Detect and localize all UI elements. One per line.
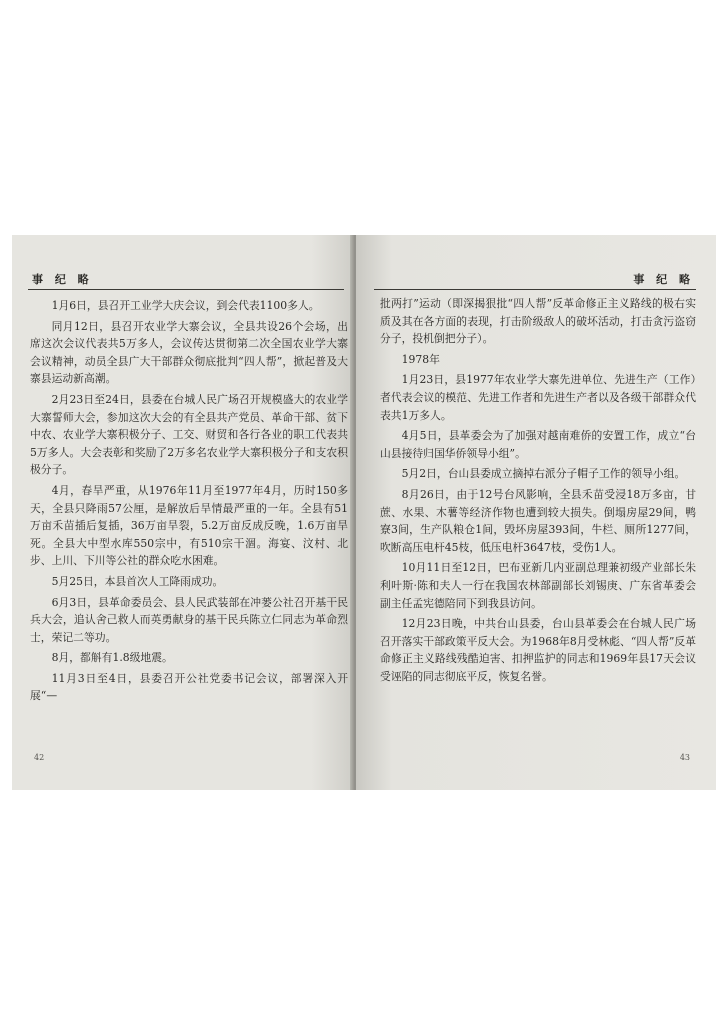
paragraph: 1月6日，县召开工业学大庆会议，到会代表1100多人。 — [51, 299, 320, 312]
year-heading: 1978年 — [401, 352, 440, 366]
paragraph: 4月5日，县革委会为了加强对越南难侨的安置工作，成立“台山县接待归国华侨领导小组”。 — [380, 429, 696, 460]
left-page-header: 事 纪 略 — [32, 273, 93, 286]
right-page-header: 事 纪 略 — [633, 273, 694, 286]
paragraph: 12月23日晚，中共台山县委，台山县革委会在台城人民广场召开落实干部政策平反大会。为1968年8月受林彪、“四人帮”反革命修正主义路线残酷迫害、扣押监护的同志和1969年县17天会议受诬陷的同志彻底平反，恢复名誉。 — [380, 617, 696, 683]
right-page — [356, 235, 716, 790]
paragraph: 11月3日至4日，县委召开公社党委书记会议，部署深入开展“— — [30, 671, 348, 703]
right-page-number: 43 — [679, 753, 690, 762]
left-header-rule — [28, 289, 344, 290]
paragraph: 同月12日，县召开农业学大寨会议，全县共设26个会场，出席这次会议代表共5万多人，会议传达贯彻第二次全国农业学大寨会议精神，动员全县广大干部群众彻底批判“四人帮”，掀起普及大寨县运动新高潮。 — [30, 319, 348, 386]
paragraph: 4月，春旱严重，从1976年11月至1977年4月，历时150多天，全县只降雨57公厘，是解放后旱情最严重的一年。全县有51万亩禾苗插后复插，36万亩旱裂，5.2万亩反成反晚，1.6万亩旱死。全县大中型水库550宗中，有510宗干涸。海宴、汶村、北步、上川、下川等公社的群众吃水困难。 — [30, 483, 348, 568]
paragraph: 10月11日至12日，巴布亚新几内亚副总理兼初级产业部长朱利叶斯·陈和夫人一行在我国农林部副部长刘锡庚、广东省革委会副主任孟宪德陪同下到我县访问。 — [380, 561, 696, 610]
right-page-body — [380, 295, 696, 688]
paragraph: 8月，都斛有1.8级地震。 — [51, 651, 173, 665]
left-page — [12, 235, 352, 790]
paragraph: 5月25日，本县首次人工降雨成功。 — [51, 574, 224, 588]
paragraph: 8月26日，由于12号台风影响，全县禾苗受浸18万多亩，甘蔗、水果、木薯等经济作物也遭到较大损失。倒塌房屋29间，鸭寮3间，生产队粮仓1间，毁坏房屋393间，牛栏、厕所1277间，吹断高压电杆45枝，低压电杆3647枝，受伤1人。 — [380, 487, 696, 554]
right-header-rule — [374, 289, 696, 290]
left-page-number: 42 — [34, 753, 45, 762]
paragraph: 批两打”运动（即深揭狠批“四人帮”反革命修正主义路线的极右实质及其在各方面的表现，打击阶级敌人的破坏活动，打击贪污盗窃分子，投机倒把分子）。 — [380, 297, 696, 346]
left-page-body — [30, 297, 348, 708]
paragraph: 2月23日至24日，县委在台城人民广场召开规模盛大的农业学大寨誓师大会，参加这次大会的有全县共产党员、革命干部、贫下中农、农业学大寨积极分子、工交、财贸和各行各业的职工代表共5万多人。大会表彰和奖励了2万多名农业学大寨积极分子和支农积极分子。 — [30, 392, 348, 477]
paragraph: 5月2日，台山县委成立摘掉右派分子帽子工作的领导小组。 — [401, 467, 686, 481]
book-spread — [12, 235, 716, 790]
paragraph: 6月3日，县革命委员会、县人民武装部在冲蒌公社召开基干民兵大会，追认舍己救人而英勇献身的基干民兵陈立仁同志为革命烈士，荣记二等功。 — [30, 595, 348, 644]
paragraph: 1月23日，县1977年农业学大寨先进单位、先进生产（工作）者代表会议的模范、先进工作者和先进生产者以及各级干部群众代表共1万多人。 — [380, 373, 696, 422]
